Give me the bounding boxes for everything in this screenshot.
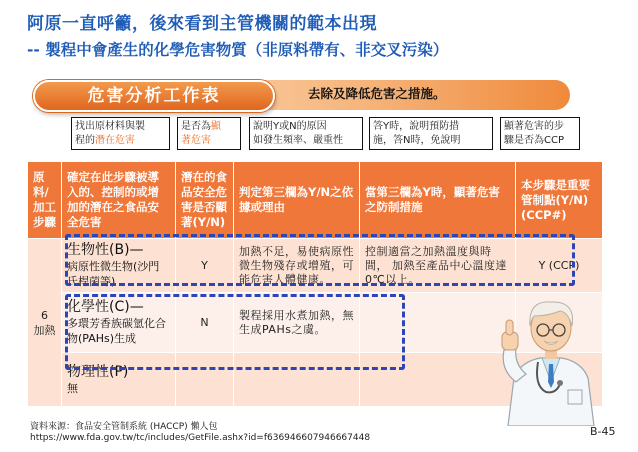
hazard-category: 生物性(B)— [67, 242, 144, 258]
note-text: 是否為 [181, 121, 211, 132]
significant-cell: Y [176, 239, 234, 293]
reason-cell [234, 353, 360, 407]
note-measure [369, 117, 493, 150]
reason-cell: 製程採用水煮加熱，無生成PAHs之虞。 [234, 293, 360, 353]
note-highlight: 顯 [211, 121, 221, 132]
col-header-reason: 判定第三欄為Y/N之依據或理由 [234, 162, 360, 239]
note-ccp [500, 117, 580, 150]
note-text: 施，答N時，免說明 [373, 135, 461, 146]
col-header-ccp: 本步驟是重要管制點(Y/N)(CCP#) [516, 162, 603, 239]
hazard-detail: 病原性微生物(沙門氏桿菌等) [67, 260, 160, 288]
hazard-cell [62, 239, 176, 293]
significant-cell [176, 353, 234, 407]
col-header-significant: 潛在的食品安全危害是否顯著(Y/N) [176, 162, 234, 239]
significant-cell: N [176, 293, 234, 353]
hazard-detail: 多環芳香族碳氫化合物(PAHs)生成 [67, 317, 166, 345]
table-header-row [28, 162, 603, 239]
note-reason [249, 117, 363, 150]
ccp-cell: Y (CCP) [516, 239, 603, 293]
title-line-2: -- 製程中會產生的化學危害物質（非原料帶有、非交叉污染） [27, 41, 449, 59]
hazard-category: 化學性(C)— [67, 299, 144, 315]
note-significance [177, 117, 241, 150]
banner-subtitle: 去除及降低危害之措施。 [308, 86, 446, 101]
col-header-step: 原料/加工步驟 [28, 162, 62, 239]
col-header-hazard: 確定在此步驟被導入的、控制的或增加的潛在之食品安全危害 [62, 162, 176, 239]
source-citation: 資料來源：食品安全管制系統 (HACCP) 懶人包 [30, 422, 218, 432]
source-url: https://www.fda.gov.tw/tc/includes/GetFile.ashx?id=f636946607946667448 [30, 433, 371, 443]
note-text: 說明Y或N的原因 [253, 121, 327, 132]
note-text: 找出原材料與製 [75, 121, 145, 132]
hazard-cell [62, 293, 176, 353]
note-text: 驟是否為CCP [504, 135, 564, 146]
doctor-thumbs-up-icon [490, 286, 612, 426]
note-highlight: 潛在危害 [95, 135, 135, 146]
title-line-1: 阿原一直呼籲，後來看到主管機關的範本出現 [27, 14, 377, 34]
note-hazard-identify [71, 117, 170, 150]
step-name: 加熱 [33, 323, 56, 337]
page-number: B-45 [590, 425, 616, 438]
step-cell [28, 239, 62, 407]
hazard-detail: 無 [67, 381, 78, 395]
col-header-measure: 當第三欄為Y時，顯著危害之防制措施 [360, 162, 516, 239]
hazard-category: 物理性(P) [67, 363, 129, 380]
note-text: 顯著危害的步 [504, 121, 564, 132]
note-text: 程的 [75, 135, 95, 146]
table-row [28, 239, 603, 293]
banner-title: 危害分析工作表 [33, 80, 275, 112]
reason-cell: 加熱不足，易使病原性微生物殘存或增殖，可能危害人體健康。 [234, 239, 360, 293]
measure-cell: 控制適當之加熱溫度與時間， 加熱至產品中心溫度達0℃以上。 [360, 239, 516, 293]
note-text: 如發生頻率、嚴重性 [253, 135, 343, 146]
step-number: 6 [41, 308, 48, 322]
hazard-cell [62, 353, 176, 407]
note-text: 答Y時，說明預防措 [373, 121, 460, 132]
note-highlight: 著危害 [181, 135, 211, 146]
